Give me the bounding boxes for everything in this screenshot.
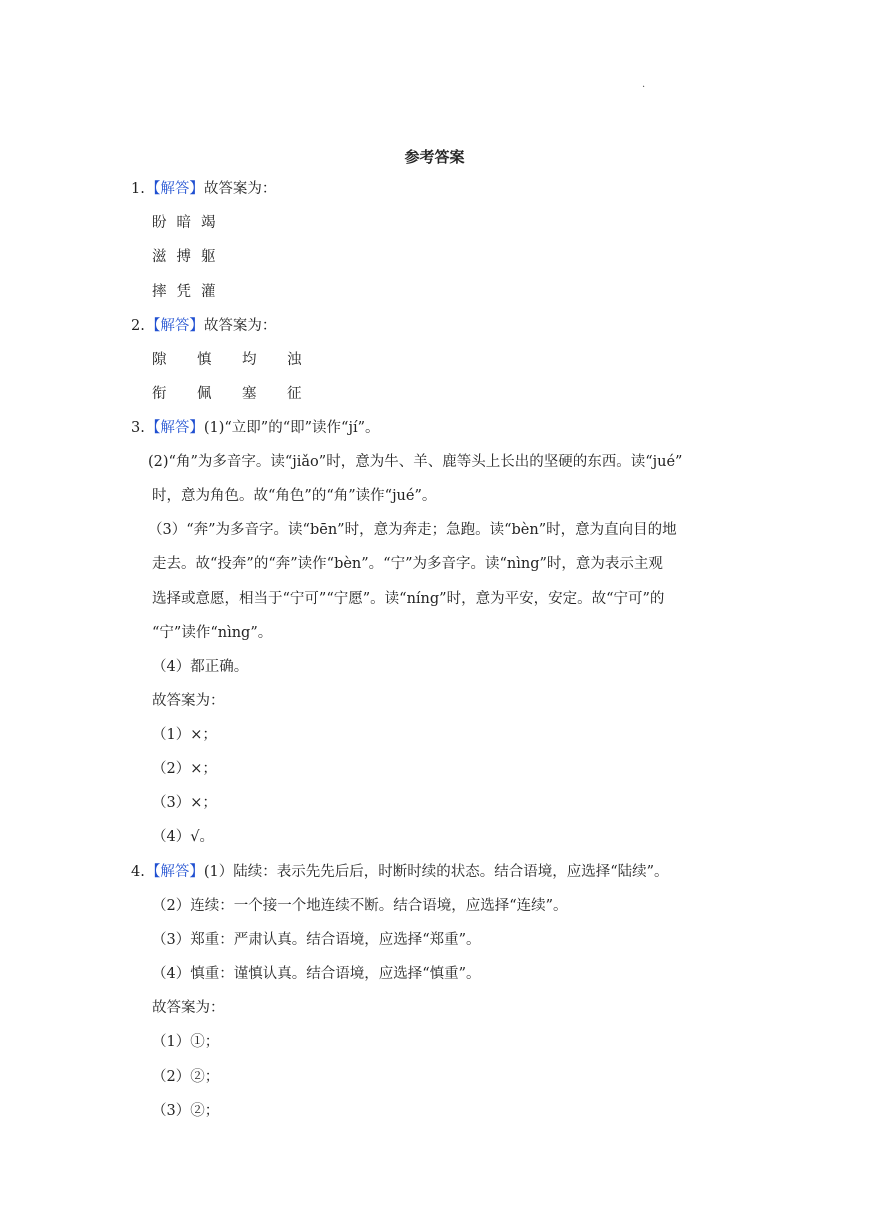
q4-line: 故答案为： <box>152 1000 225 1016</box>
q2-text: 故答案为： <box>203 318 277 334</box>
page-title: 参考答案 <box>404 148 465 166</box>
q3-line: （2）×； <box>152 761 217 777</box>
q4-line: （3）②； <box>152 1103 220 1119</box>
q4-line: （2）②； <box>152 1069 220 1085</box>
q4-number: 4. <box>131 864 145 880</box>
q1-char: 滋 <box>152 249 167 265</box>
q2-row-1 <box>152 349 332 371</box>
q4-line: （1）①； <box>152 1034 220 1050</box>
q4-line: （2）连续：一个接一个地连续不断。结合语境，应选择“连续”。 <box>152 898 568 914</box>
q4-line: （3）郑重：严肃认真。结合语境，应选择“郑重”。 <box>152 932 481 948</box>
q1-char: 凭 <box>176 284 191 300</box>
q1-row-3 <box>152 281 226 303</box>
q1-char: 暗 <box>176 215 191 231</box>
q2-char: 均 <box>242 352 257 368</box>
q3-line: （4）都正确。 <box>152 659 249 675</box>
q3-line: （1）×； <box>152 727 217 743</box>
q3-first-line: (1)“立即”的“即”读作“jí”。 <box>203 420 380 436</box>
q3-line: 故答案为： <box>152 693 225 709</box>
q1-char: 搏 <box>176 249 191 265</box>
q1-number: 1. <box>131 181 145 197</box>
q3-line: 选择或意愿，相当于“宁可”“宁愿”。读“níng”时，意为平安，安定。故“宁可”的 <box>152 591 665 607</box>
q4-tag: 【解答】 <box>145 864 204 880</box>
q1-text: 故答案为： <box>203 181 277 197</box>
q3-line: （3）“奔”为多音字。读“bēn”时，意为奔走；急跑。读“bèn”时，意为直向目的地 <box>148 522 677 538</box>
q3-heading <box>131 417 380 439</box>
q1-char: 摔 <box>152 284 167 300</box>
q1-char: 躯 <box>201 249 216 265</box>
q2-char: 征 <box>287 386 302 402</box>
q2-heading <box>131 315 276 337</box>
q3-line: （4）√。 <box>152 829 214 845</box>
q3-line: 时，意为角色。故“角色”的“角”读作“jué”。 <box>152 488 437 504</box>
q2-char: 佩 <box>197 386 212 402</box>
q3-line: (2)“角”为多音字。读“jiǎo”时，意为牛、羊、鹿等头上长出的坚硬的东西。读“jué” <box>148 454 683 470</box>
q4-line: （4）慎重：谨慎认真。结合语境，应选择“慎重”。 <box>152 966 481 982</box>
q1-char: 盼 <box>152 215 167 231</box>
q2-char: 慎 <box>197 352 212 368</box>
q2-row-2 <box>152 383 332 405</box>
q3-tag: 【解答】 <box>145 420 204 436</box>
q1-row-1 <box>152 212 226 234</box>
q2-char: 隙 <box>152 352 167 368</box>
q3-line: “宁”读作“nìng”。 <box>152 625 273 641</box>
q3-line: 走去。故“投奔”的“奔”读作“bèn”。“宁”为多音字。读“nìng”时，意为表示主观 <box>152 556 663 572</box>
q2-char: 衔 <box>152 386 167 402</box>
q4-first-line: (1）陆续：表示先先后后，时断时续的状态。结合语境，应选择“陆续”。 <box>203 864 669 880</box>
q3-number: 3. <box>131 420 145 436</box>
header-mark: · <box>642 82 646 93</box>
q3-line: （3）×； <box>152 795 217 811</box>
q2-char: 浊 <box>287 352 302 368</box>
q1-tag: 【解答】 <box>145 181 204 197</box>
q2-char: 塞 <box>242 386 257 402</box>
q2-number: 2. <box>131 318 145 334</box>
q2-tag: 【解答】 <box>145 318 204 334</box>
q4-heading <box>131 861 669 883</box>
q1-heading <box>131 178 276 200</box>
q1-row-2 <box>152 246 226 268</box>
q1-char: 竭 <box>201 215 216 231</box>
q1-char: 灌 <box>201 284 216 300</box>
